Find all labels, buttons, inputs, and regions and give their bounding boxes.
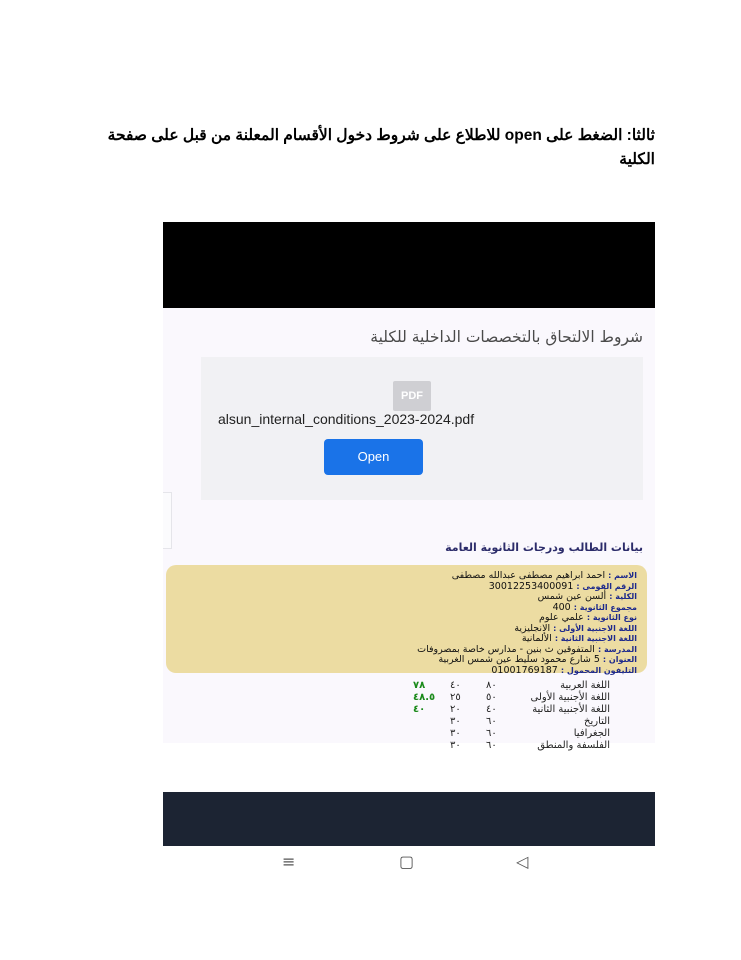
instruction-heading: ثالثا: الضغط على open للاطلاع على شروط دخول الأقسام المعلنة من قبل على صفحة الكلية [107, 127, 655, 168]
info-row-first-language: اللغة الاجنبية الأولى : الانجليزية [514, 622, 637, 634]
black-top-bar [163, 222, 655, 308]
info-row-college: الكلية : ألسن عين شمس [537, 591, 637, 602]
info-row-total: مجموع الثانوية : 400 [552, 601, 637, 613]
pdf-file-name: alsun_internal_conditions_2023-2024.pdf [218, 411, 475, 427]
grade-row: اللغة العربية ٨٠ ٤٠ ٧٨ [413, 680, 610, 691]
pdf-card [201, 357, 643, 500]
info-row-phone: التليفون المحمول : 01001769187 [491, 664, 637, 676]
section-title: شروط الالتحاق بالتخصصات الداخلية للكلية [370, 328, 643, 346]
student-info-box [166, 565, 647, 676]
student-data-title: بيانات الطالب ودرجات الثانوية العامة [445, 541, 643, 554]
info-row-national-id: الرقم القومى : 30012253400091 [488, 580, 637, 592]
grade-row: اللغة الأجنبية الثانية ٤٠ ٢٠ ٤٠ [413, 704, 610, 715]
back-icon[interactable]: ◁ [516, 852, 529, 871]
open-button[interactable]: Open [324, 439, 423, 475]
info-row-second-language: اللغة الاجنبية الثانية : الألمانية [521, 633, 637, 644]
info-row-type: نوع الثانوية : علمي علوم [538, 612, 637, 623]
side-handle[interactable] [163, 492, 172, 549]
home-icon[interactable]: ▢ [399, 852, 415, 871]
pdf-file-icon: PDF [393, 381, 431, 411]
system-navigation-bar [280, 852, 540, 872]
info-row-school: المدرسة : المتفوقين ث بنين - مدارس خاصة بمصروفات [417, 643, 637, 655]
grade-row: التاريخ ٦٠ ٣٠ [450, 716, 610, 727]
grade-row: اللغة الأجنبية الأولى ٥٠ ٢٥ ٤٨.٥ [413, 692, 610, 703]
grade-row: الجغرافيا ٦٠ ٣٠ [450, 728, 610, 739]
dark-bottom-bar [163, 792, 655, 846]
info-row-address: العنوان : 5 شارع محمود سليط عين شمس الغربية [438, 654, 637, 665]
grade-row: الفلسفة والمنطق ٦٠ ٣٠ [450, 740, 610, 751]
menu-icon[interactable]: ≡ [282, 852, 296, 871]
phone-screenshot [163, 222, 655, 846]
info-row-name: الاسم : احمد ابراهيم مصطفى عبدالله مصطفى [451, 570, 637, 581]
